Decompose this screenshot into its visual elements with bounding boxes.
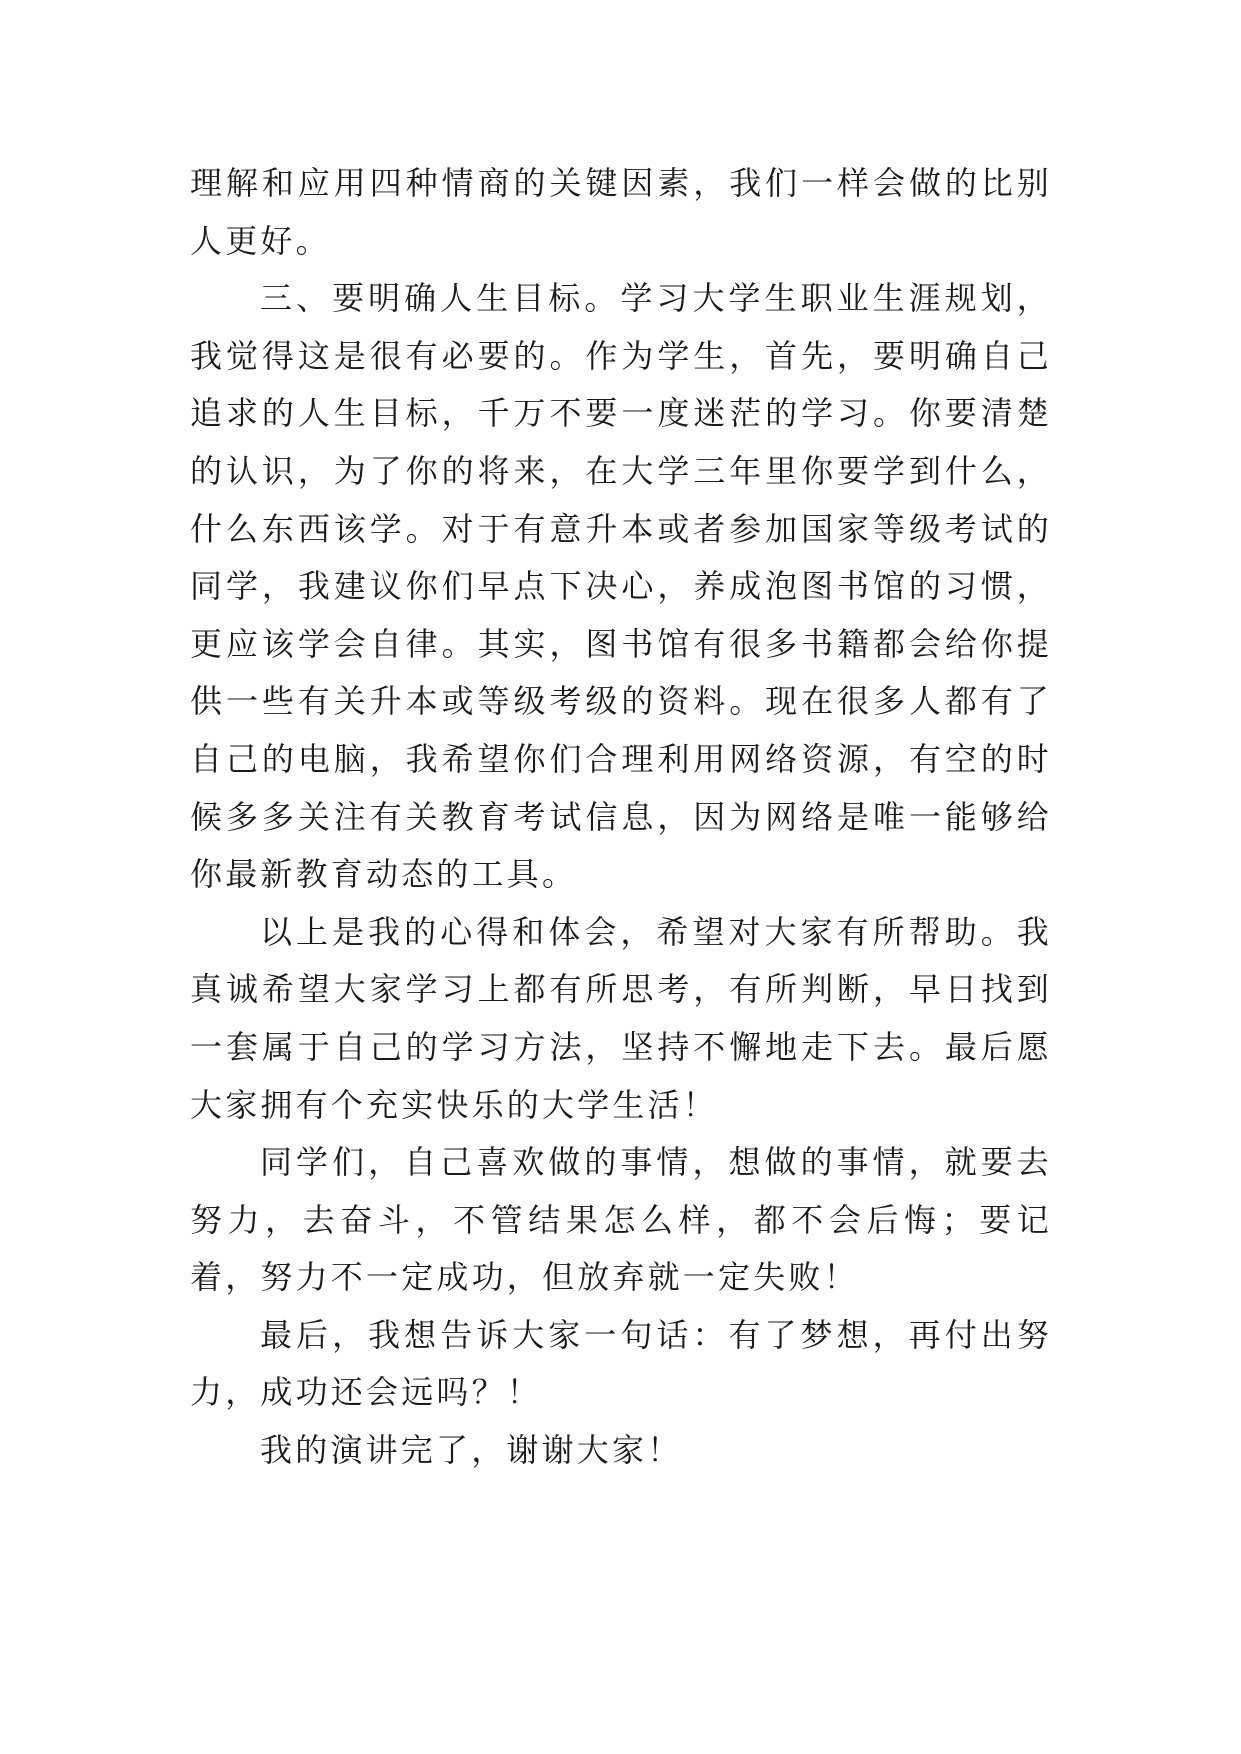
- document-body: [190, 155, 1052, 1480]
- paragraph-continuation: 理解和应用四种情商的关键因素，我们一样会做的比别人更好。: [190, 164, 1052, 260]
- paragraph-life-goals: 三、要明确人生目标。学习大学生职业生涯规划，我觉得这是很有必要的。作为学生，首先，要明确自己追求的人生目标，千万不要一度迷茫的学习。你要清楚的认识，为了你的将来，在大学三年里你要学到什么，什么东西该学。对于有意升本或者参加国家等级考试的同学，我建议你们早点下决心，养成泡图书馆的习惯，更应该学会自律。其实，图书馆有很多书籍都会给你提供一些有关升本或等级考级的资料。现在很多人都有了自己的电脑，我希望你们合理利用网络资源，有空的时候多多关注有关教育考试信息，因为网络是唯一能够给你最新教育动态的工具。: [190, 279, 1052, 894]
- paragraph-effort: 同学们，自己喜欢做的事情，想做的事情，就要去努力，去奋斗，不管结果怎么样，都不会后悔；要记着，努力不一定成功，但放弃就一定失败！: [190, 1143, 1052, 1297]
- paragraph-closing-words: 最后，我想告诉大家一句话：有了梦想，再付出努力，成功还会远吗？！: [190, 1315, 1052, 1412]
- paragraph-thanks: 我的演讲完了，谢谢大家！: [260, 1431, 683, 1470]
- paragraph-summary: 以上是我的心得和体会，希望对大家有所帮助。我真诚希望大家学习上都有所思考，有所判断，早日找到一套属于自己的学习方法，坚持不懈地走下去。最后愿大家拥有个充实快乐的大学生活！: [190, 912, 1052, 1124]
